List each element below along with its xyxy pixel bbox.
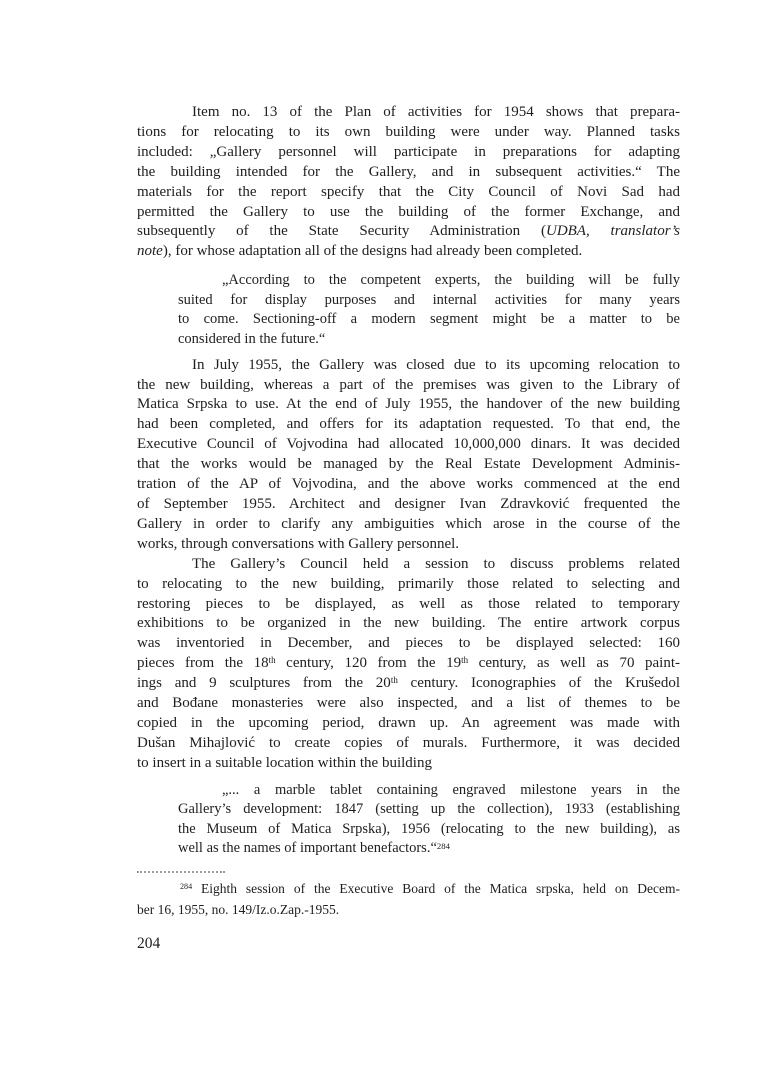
text-line: Dušan Mihajlović to create copies of murals. Furthermore, it was decided [137,734,680,751]
text-line: had been completed, and offers for its adaptation requested. To that end, the [137,416,680,433]
text-line: In July 1955, the Gallery was closed due to its upcoming relocation to [192,356,680,373]
text-line: included: „Gallery personnel will participate in preparations for adapting [137,143,680,160]
text-line: exhibitions to be organized in the new building. The entire artwork corpus [137,615,680,632]
text-line: note), for whose adaptation all of the designs had already been completed. [137,243,583,260]
text-line: Gallery’s development: 1847 (setting up the collection), 1933 (establishing [178,801,680,818]
text-block [137,103,680,954]
text-line: that the works would be managed by the Real Estate Development Adminis- [137,456,680,473]
text-line: the Museum of Matica Srpska), 1956 (relocating to the new building), as [178,820,680,837]
text-line: tions for relocating to its own building were under way. Planned tasks [137,123,680,140]
text-line: and Bođane monasteries were also inspected, and a list of themes to be [137,695,680,712]
text-line: Gallery in order to clarify any ambiguities which arose in the course of the [137,515,680,532]
footnote-separator [137,871,225,873]
text-line: to relocating to the new building, primarily those related to selecting and [137,575,680,592]
text-line: permitted the Gallery to use the building of the former Exchange, and [137,203,680,220]
text-line: ings and 9 sculptures from the 20th century. Iconographies of the Krušedol [137,675,680,692]
text-line: copied in the upcoming period, drawn up. An agreement was made with [137,714,680,731]
text-line: Executive Council of Vojvodina had allocated 10,000,000 dinars. It was decided [137,436,680,453]
text-line: the new building, whereas a part of the premises was given to the Library of [137,376,680,393]
text-line: restoring pieces to be displayed, as well as those related to temporary [137,595,680,612]
block-quote-experts [178,271,680,349]
text-line: to come. Sectioning-off a modern segment might be a matter to be [178,311,680,328]
text-line: „... a marble tablet containing engraved milestone years in the [222,781,680,798]
text-line: „According to the competent experts, the building will be fully [222,272,680,289]
text-line: The Gallery’s Council held a session to discuss problems related [192,555,680,572]
block-quote-marble-tablet [178,781,680,859]
text-line: the building intended for the Gallery, and in subsequent activities.“ The [137,163,680,180]
paragraph-plan-of-activities [137,103,680,262]
paragraph-july-1955 [137,356,680,555]
text-line: to insert in a suitable location within the building [137,754,432,771]
text-line: Item no. 13 of the Plan of activities for 1954 shows that prepara- [192,104,680,120]
text-line: $^{284}$ Eighth session of the Executive Board of the Matica srpska, held on Decem- [180,881,680,897]
text-line: pieces from the 18th century, 120 from the 19th century, as well as 70 paint- [137,655,680,672]
text-line: considered in the future.“ [178,331,326,348]
text-line: tration of the AP of Vojvodina, and the above works commenced at the end [137,476,680,493]
text-line: Matica Srpska to use. At the end of July 1955, the handover of the new building [137,396,680,413]
text-line: subsequently of the State Security Administration (UDBA, translator’s [137,223,681,240]
paragraph-gallery-council [137,555,680,774]
page-number: 204 [137,935,161,953]
text-line: works, through conversations with Gallery personnel. [137,535,460,552]
footnote-284 [137,878,680,920]
text-line: suited for display purposes and internal activities for many years [178,291,680,308]
text-line: ber 16, 1955, no. 149/Iz.o.Zap.-1955. [137,902,340,918]
text-line: was inventoried in December, and pieces to be displayed selected: 160 [137,635,680,652]
text-line: well as the names of important benefactors.“$^{284}$ [178,840,450,857]
text-line: materials for the report specify that the City Council of Novi Sad had [137,183,680,200]
text-line: of September 1955. Architect and designer Ivan Zdravković frequented the [137,495,680,512]
